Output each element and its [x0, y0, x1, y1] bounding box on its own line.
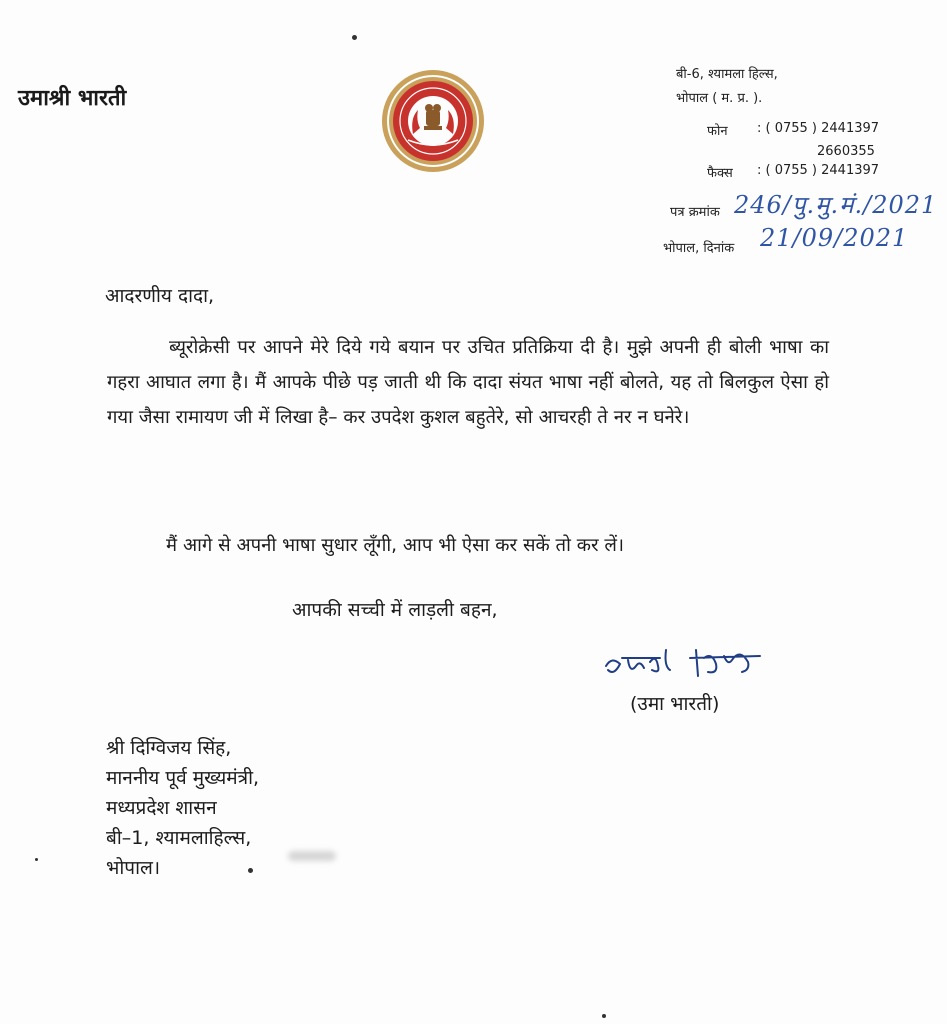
reference-label: पत्र क्रमांक: [670, 205, 720, 220]
scan-speck: [352, 35, 357, 40]
recipient-address: [106, 733, 259, 883]
recipient-line: भोपाल।: [106, 857, 161, 879]
signature-name: (उमा भारती): [630, 693, 720, 715]
scan-speck: [248, 868, 253, 873]
address-line-2: भोपाल ( म. प्र. ).: [676, 91, 763, 106]
sender-name: उमाश्री भारती: [18, 86, 127, 111]
recipient-line: बी–1, श्यामलाहिल्स,: [106, 827, 252, 849]
scan-speck: [35, 858, 38, 861]
handwritten-signature: [600, 636, 770, 688]
phone-value: : ( 0755 ) 2441397: [757, 121, 880, 136]
reference-number: 246/पु.मु.मं./2021: [734, 191, 938, 219]
recipient-line: मध्यप्रदेश शासन: [106, 797, 217, 819]
fax-label: फैक्स: [707, 166, 733, 181]
paragraph-1: ब्यूरोक्रेसी पर आपने मेरे दिये गये बयान पर उचित प्रतिक्रिया दी है। मुझे अपनी ही बोली भाषा का गहरा आघात लगा है। मैं आपके पीछे पड़ जाती थी कि दादा संयत भाषा नहीं बोलते, यह तो बिलकुल ऐसा हो गया जैसा रामायण जी में लिखा है– कर उपदेश कुशल बहुतेरे, सो आचरही ते नर न घनेरे।: [107, 337, 829, 428]
madhya-pradesh-emblem-icon: [380, 68, 486, 174]
scan-smudge: [288, 851, 336, 861]
recipient-line: माननीय पूर्व मुख्यमंत्री,: [106, 767, 260, 789]
recipient-line: श्री दिग्विजय सिंह,: [106, 737, 232, 759]
phone-value-2: 2660355: [817, 144, 875, 159]
salutation: आदरणीय दादा,: [105, 285, 215, 307]
date-value: 21/09/2021: [760, 224, 909, 252]
closing-line: आपकी सच्ची में लाड़ली बहन,: [292, 599, 498, 621]
date-label: भोपाल, दिनांक: [663, 241, 735, 256]
phone-label: फोन: [707, 124, 728, 139]
fax-value: : ( 0755 ) 2441397: [757, 163, 880, 178]
paragraph-2: मैं आगे से अपनी भाषा सुधार लूँगी, आप भी ऐसा कर सकें तो कर लें।: [166, 535, 624, 556]
scan-speck: [602, 1014, 606, 1018]
address-line-1: बी-6, श्यामला हिल्स,: [676, 67, 778, 82]
